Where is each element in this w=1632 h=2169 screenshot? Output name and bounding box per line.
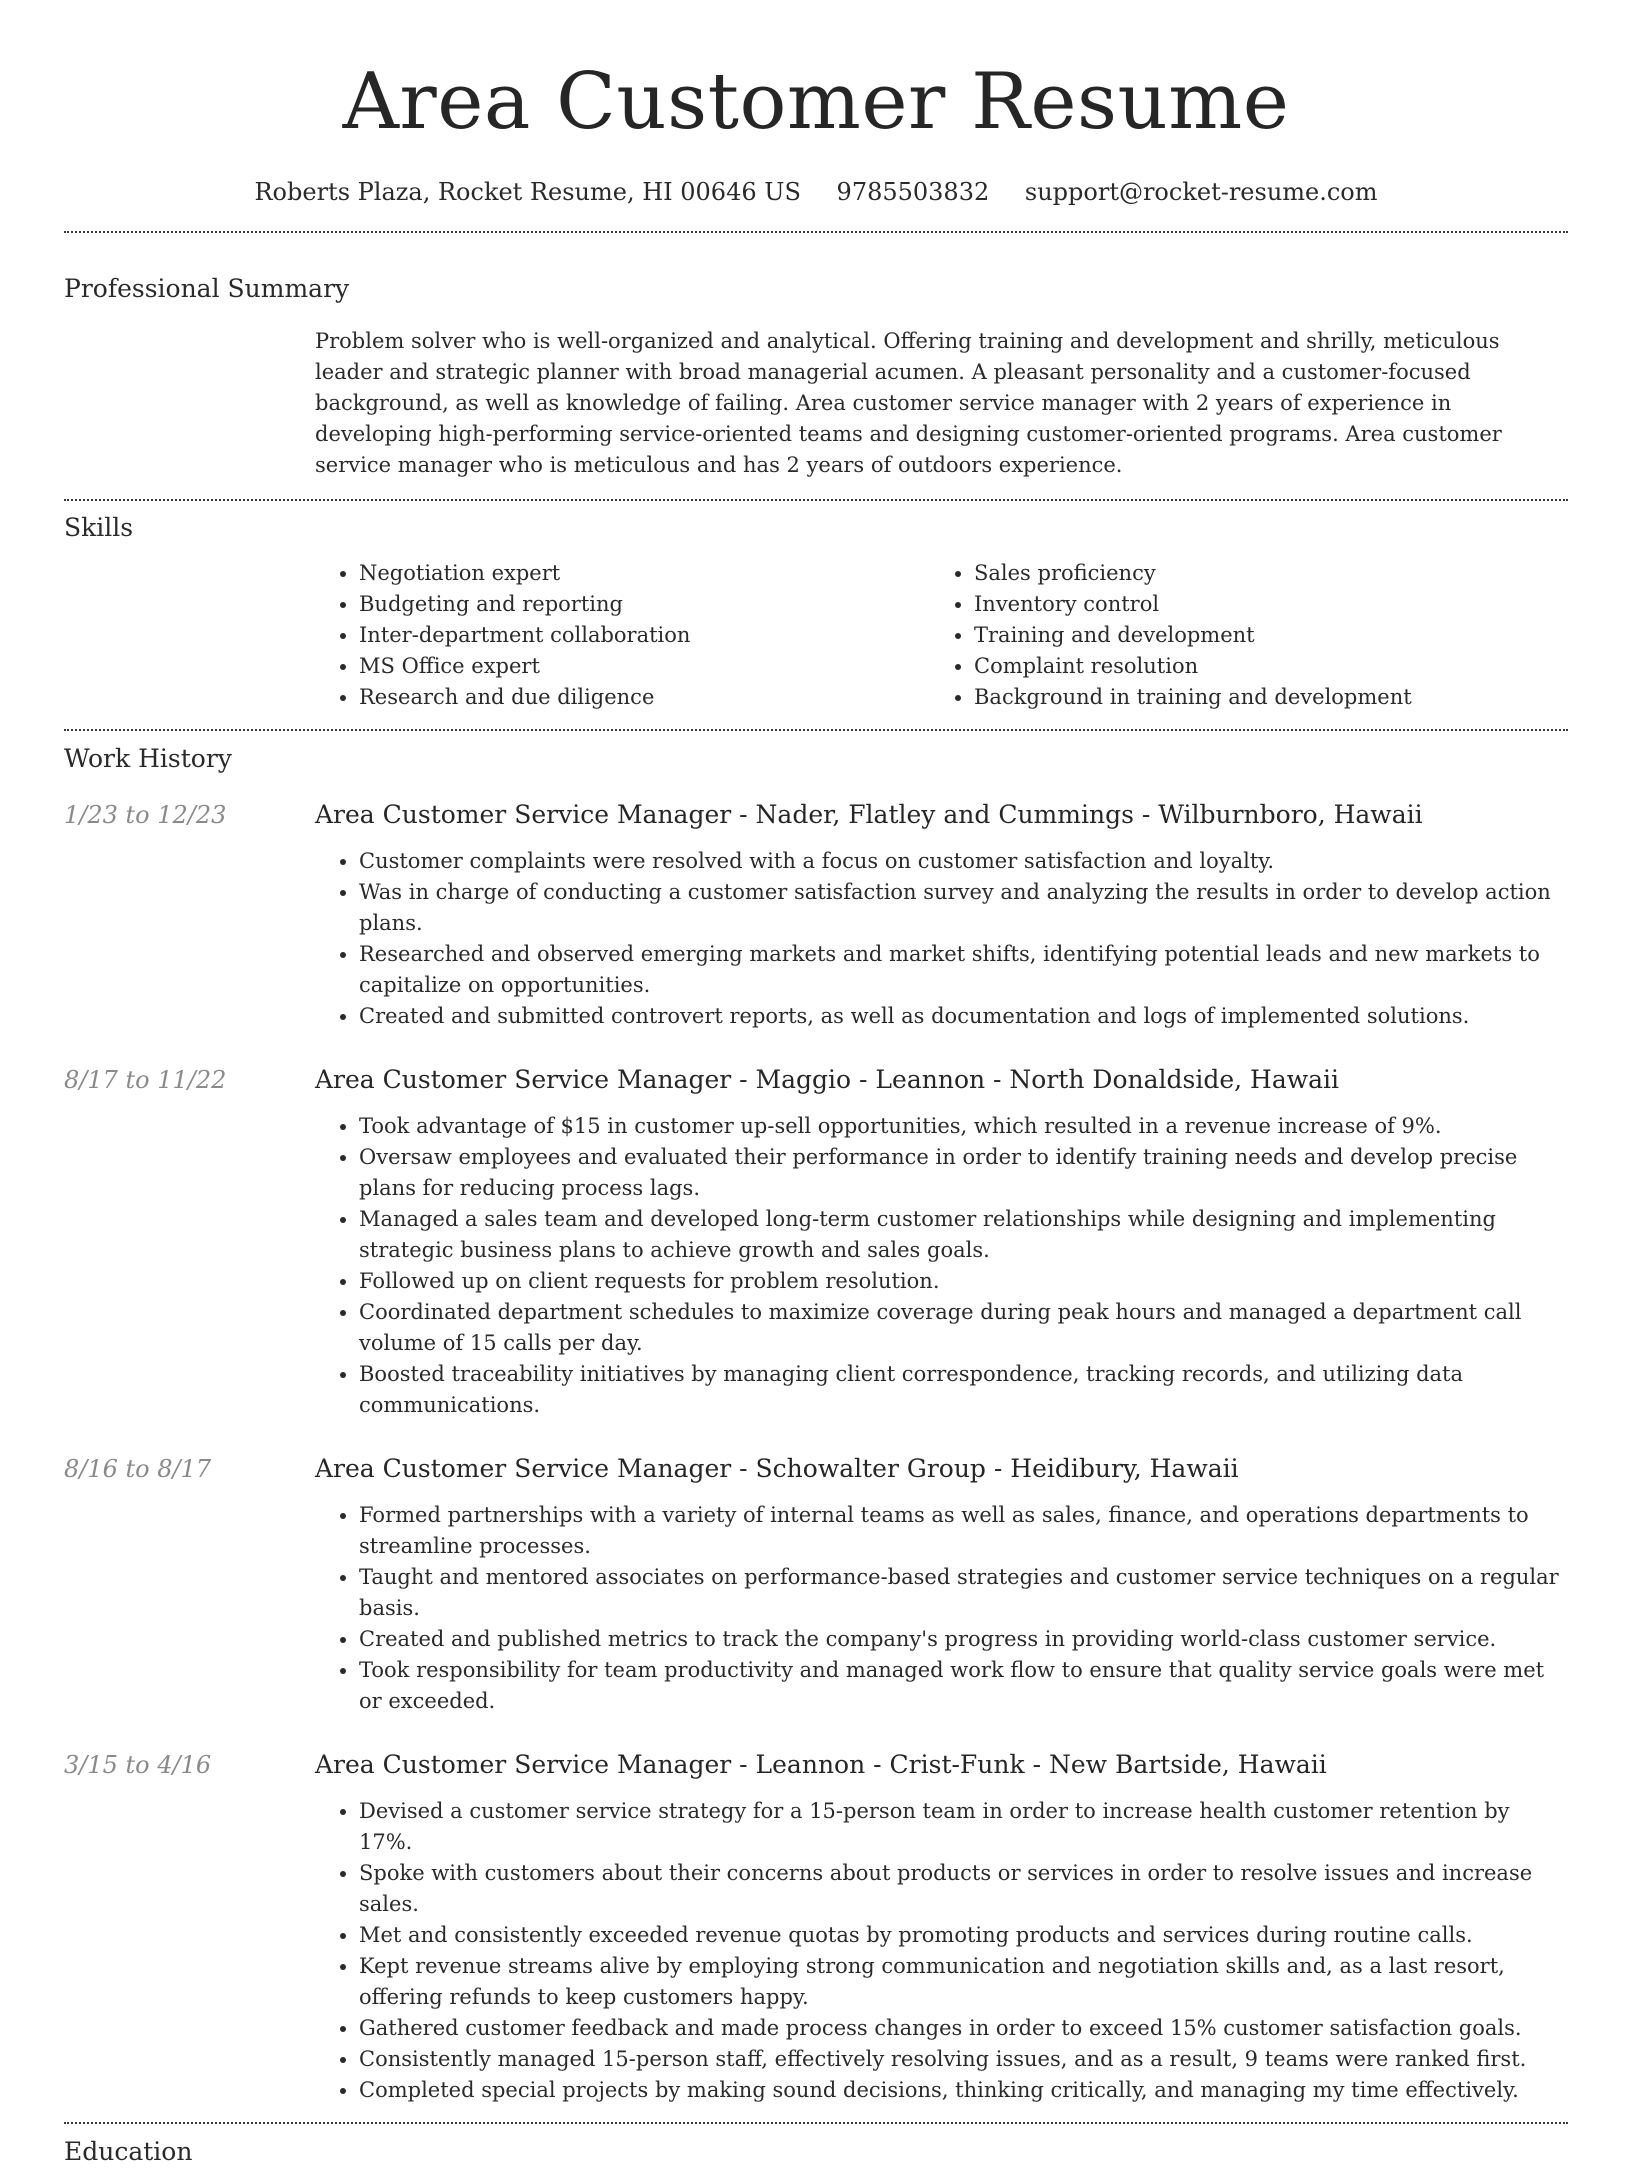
job-entry [64, 1748, 1568, 2106]
job-bullet: • Followed up on client requests for problem resolution. [359, 1266, 1568, 1297]
contact-address: Roberts Plaza, Rocket Resume, HI 00646 US [254, 178, 801, 206]
job-entry [64, 1452, 1568, 1717]
job-bullet: • Was in charge of conducting a customer satisfaction survey and analyzing the results in order to develop action plans. [359, 877, 1568, 939]
job-title: Area Customer Service Manager - Maggio - Leannon - North Donaldside, Hawaii [315, 1065, 1340, 1094]
summary-section [64, 272, 1568, 481]
skill-item: • Training and development [974, 620, 1544, 651]
education-section [64, 2135, 1568, 2169]
job-bullet: • Kept revenue streams alive by employing strong communication and negotiation skills and, as a last resort, offering refunds to keep customers happy. [359, 1951, 1568, 2013]
skill-item: • Research and due diligence [359, 682, 929, 713]
job-entry [64, 1063, 1568, 1421]
skill-item: • Complaint resolution [974, 651, 1544, 682]
skill-item: • Budgeting and reporting [359, 589, 929, 620]
contact-line [64, 174, 1568, 210]
skill-item: • Sales proficiency [974, 558, 1544, 589]
job-title: Area Customer Service Manager - Nader, Flatley and Cummings - Wilburnboro, Hawaii [315, 800, 1423, 829]
skills-list-left [315, 558, 929, 713]
divider [64, 231, 1568, 233]
education-heading: Education [64, 2137, 193, 2166]
job-bullet: • Devised a customer service strategy for a 15-person team in order to increase health customer retention by 17%. [359, 1796, 1568, 1858]
summary-heading: Professional Summary [64, 274, 350, 303]
divider [64, 2122, 1568, 2124]
job-date: 8/17 to 11/22 [64, 1066, 227, 1094]
contact-email: support@rocket-resume.com [1024, 178, 1378, 206]
resume-title: Area Customer Resume [342, 57, 1290, 147]
job-date: 8/16 to 8/17 [64, 1455, 212, 1483]
job-bullet: • Researched and observed emerging markets and market shifts, identifying potential leads and new markets to capitalize on opportunities. [359, 939, 1568, 1001]
skills-list-right [929, 558, 1544, 713]
skills-section [64, 511, 1568, 713]
job-bullet: • Customer complaints were resolved with a focus on customer satisfaction and loyalty. [359, 846, 1568, 877]
job-bullet: • Took advantage of $15 in customer up-sell opportunities, which resulted in a revenue increase of 9%. [359, 1111, 1568, 1142]
job-bullet: • Boosted traceability initiatives by managing client correspondence, tracking records, and utilizing data communications. [359, 1359, 1568, 1421]
job-title: Area Customer Service Manager - Leannon - Crist-Funk - New Bartside, Hawaii [315, 1750, 1327, 1779]
job-bullet: • Took responsibility for team productivity and managed work flow to ensure that quality service goals were met or exceeded. [359, 1655, 1568, 1717]
contact-phone: 9785503832 [836, 178, 990, 206]
job-bullet: • Completed special projects by making sound decisions, thinking critically, and managing my time effectively. [359, 2075, 1568, 2106]
job-bullet: • Coordinated department schedules to maximize coverage during peak hours and managed a department call volume of 15 calls per day. [359, 1297, 1568, 1359]
job-bullet: • Gathered customer feedback and made process changes in order to exceed 15% customer satisfaction goals. [359, 2013, 1568, 2044]
summary-text: Problem solver who is well-organized and analytical. Offering training and development and shrilly, meticulous leader and strategic planner with broad managerial acumen. A pleasant personality and a customer-focused background, as well as knowledge of failing. Area customer service manager with 2 years of experience in developing high-performing service-oriented teams and designing customer-oriented programs. Area customer service manager who is meticulous and has 2 years of outdoors experience. [315, 329, 1502, 477]
job-title: Area Customer Service Manager - Schowalter Group - Heidibury, Hawaii [315, 1454, 1239, 1483]
divider [64, 729, 1568, 731]
job-bullet: • Met and consistently exceeded revenue quotas by promoting products and services during routine calls. [359, 1920, 1568, 1951]
skill-item: • Background in training and development [974, 682, 1544, 713]
resume-page [64, 0, 1568, 2169]
skills-heading: Skills [64, 513, 134, 542]
job-date: 1/23 to 12/23 [64, 801, 227, 829]
job-bullet: • Taught and mentored associates on performance-based strategies and customer service techniques on a regular basis. [359, 1562, 1568, 1624]
job-bullets [315, 1111, 1568, 1421]
job-bullet: • Created and published metrics to track the company's progress in providing world-class customer service. [359, 1624, 1568, 1655]
job-bullet: • Created and submitted controvert reports, as well as documentation and logs of implemented solutions. [359, 1001, 1568, 1032]
job-bullets [315, 1796, 1568, 2106]
work-history-heading: Work History [64, 744, 232, 773]
job-bullets [315, 846, 1568, 1032]
skill-item: • Inter-department collaboration [359, 620, 929, 651]
job-bullet: • Oversaw employees and evaluated their performance in order to identify training needs and develop precise plans for reducing process lags. [359, 1142, 1568, 1204]
job-bullets [315, 1500, 1568, 1717]
job-bullet: • Managed a sales team and developed long-term customer relationships while designing and implementing strategic business plans to achieve growth and sales goals. [359, 1204, 1568, 1266]
job-bullet: • Spoke with customers about their concerns about products or services in order to resolve issues and increase sales. [359, 1858, 1568, 1920]
job-bullet: • Consistently managed 15-person staff, effectively resolving issues, and as a result, 9 teams were ranked first. [359, 2044, 1568, 2075]
job-bullet: • Formed partnerships with a variety of internal teams as well as sales, finance, and operations departments to streamline processes. [359, 1500, 1568, 1562]
job-date: 3/15 to 4/16 [64, 1751, 212, 1779]
job-entry [64, 798, 1568, 1032]
skill-item: • MS Office expert [359, 651, 929, 682]
skill-item: • Inventory control [974, 589, 1544, 620]
skill-item: • Negotiation expert [359, 558, 929, 589]
divider [64, 499, 1568, 501]
work-history-section [64, 742, 1568, 2106]
